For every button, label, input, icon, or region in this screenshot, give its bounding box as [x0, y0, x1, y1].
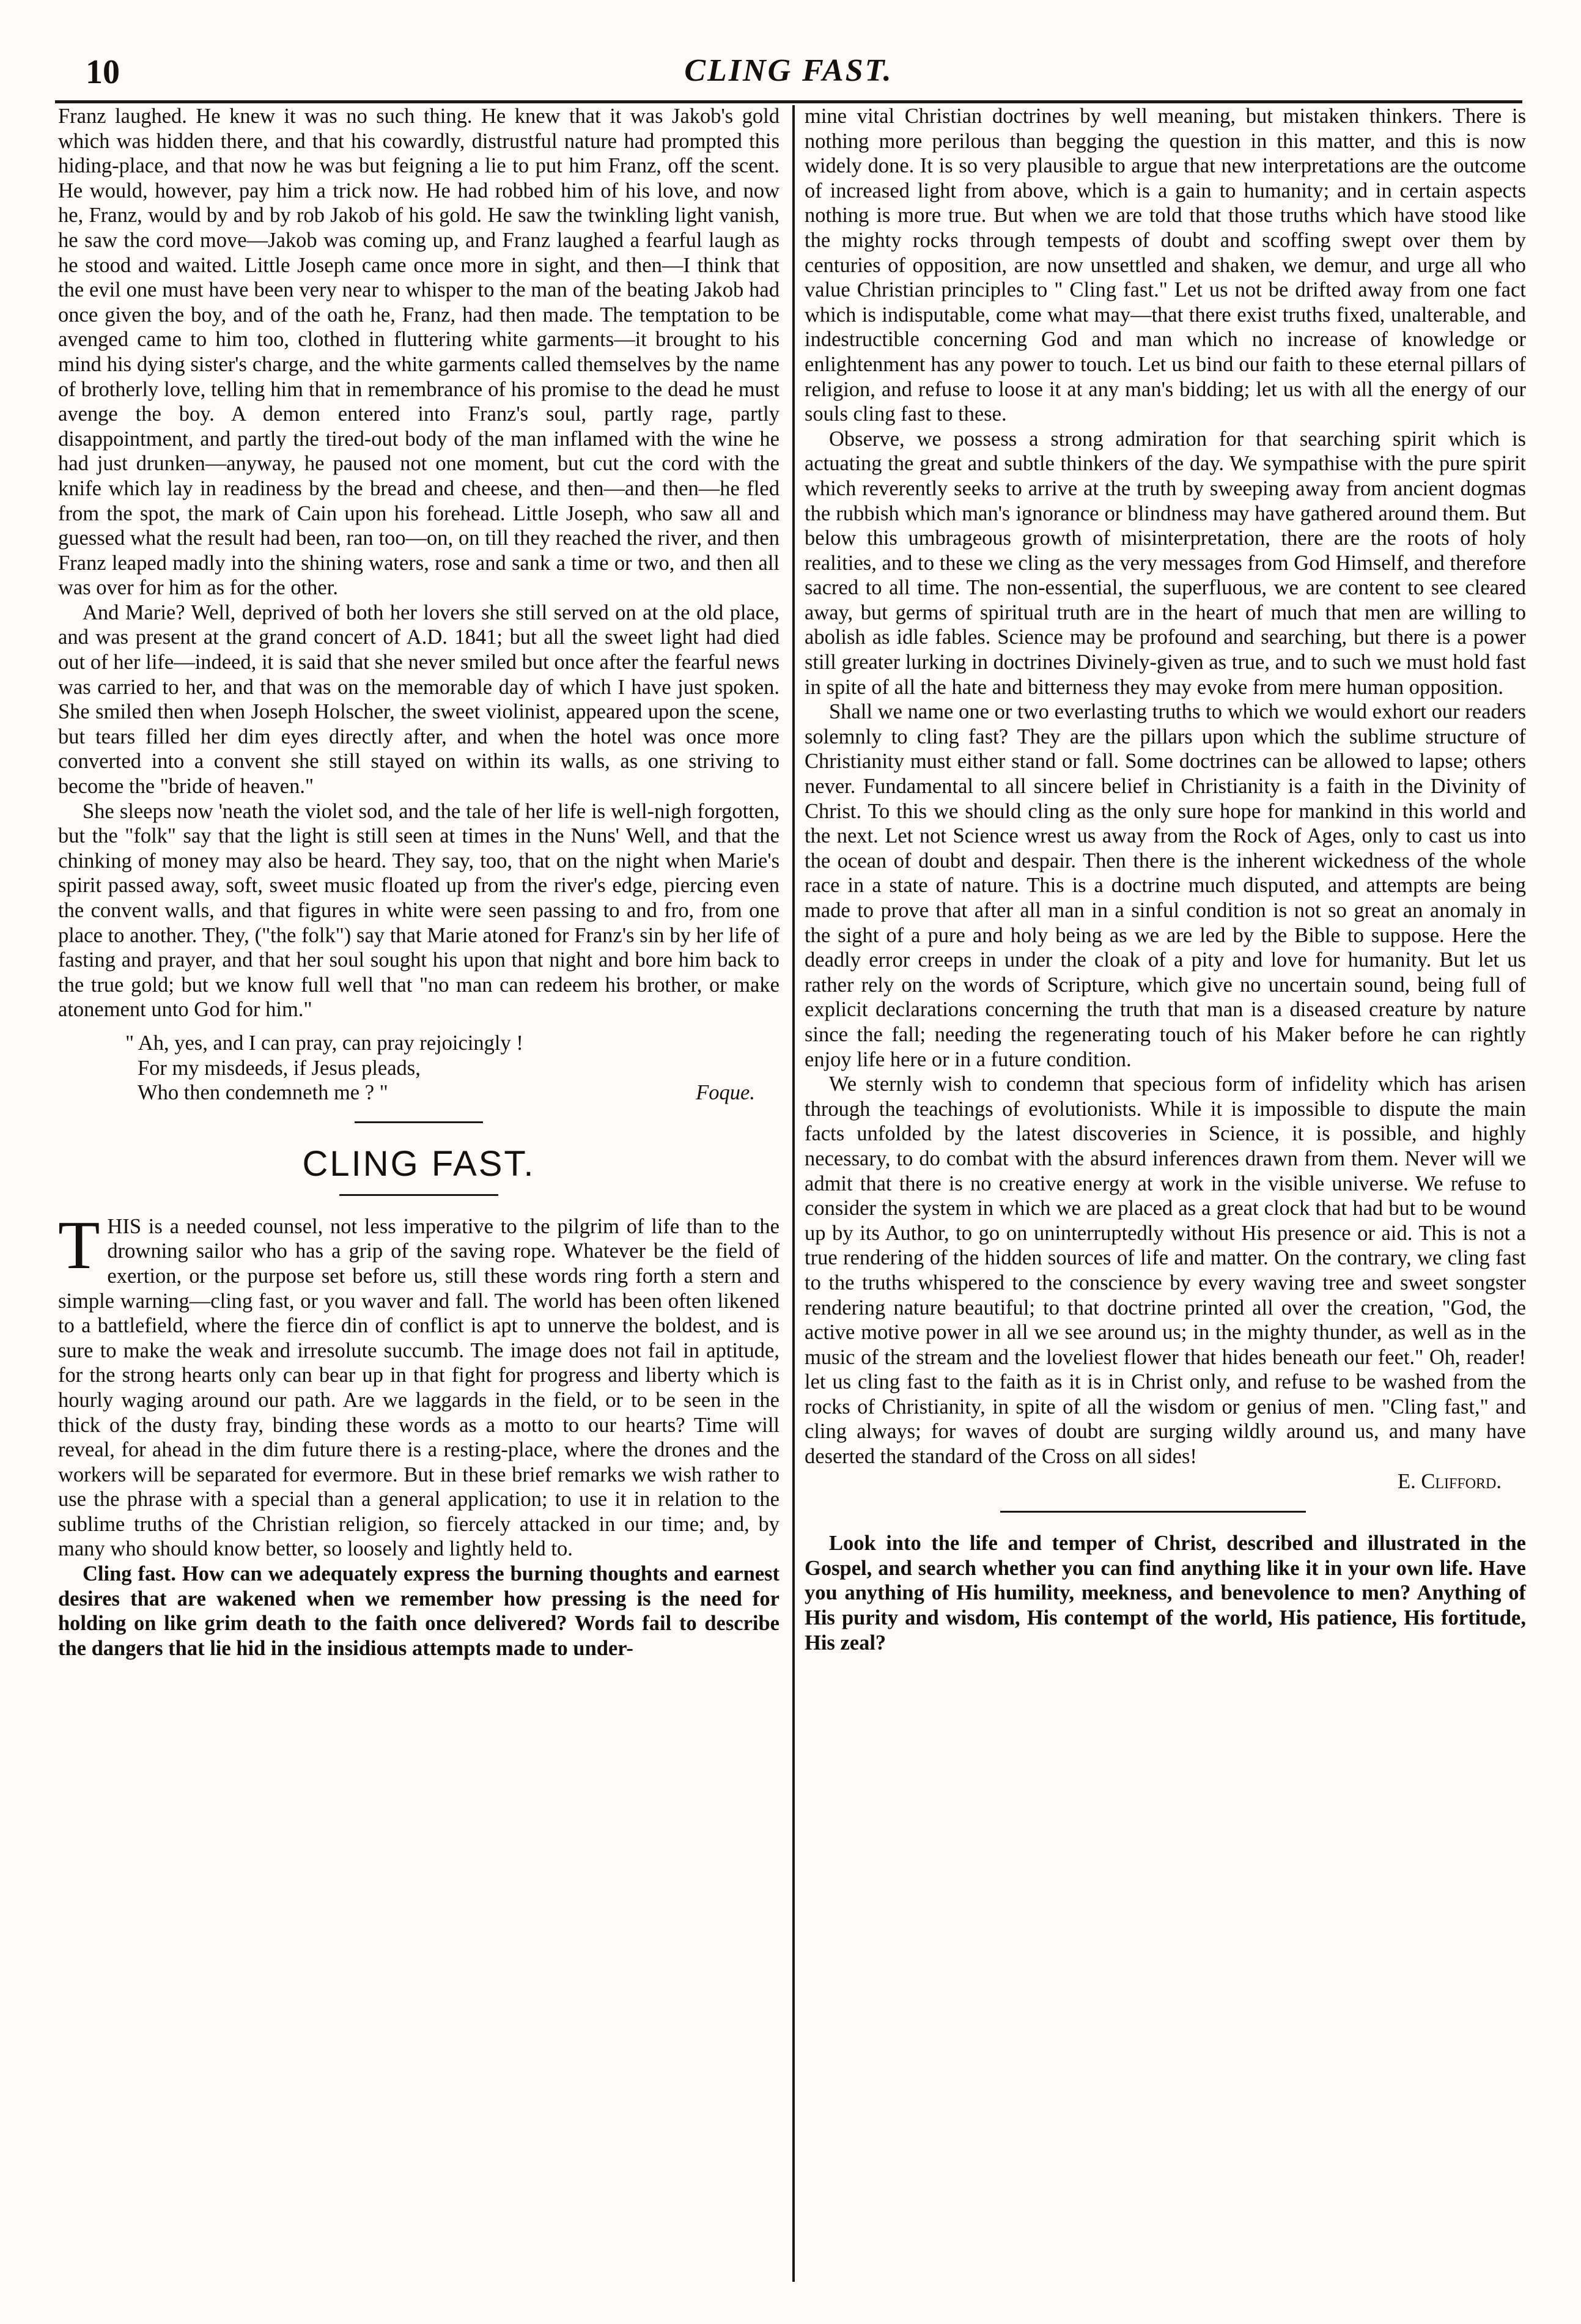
section-rule-top — [355, 1121, 483, 1123]
running-title: CLING FAST. — [684, 53, 893, 88]
article-paragraph-4: Observe, we possess a strong admiration for that searching spirit which is actuating the great and subtle thinkers of the day. We sympathise with the pure spirit which reverently seeks to arrive at the truth by sweeping away from ancient dogmas the rubbish which man's ignorance or blindness may have gathered around them. But below this umbrageous growth of misinterpretation, there are the roots of holy realities, and to these we cling as the very messages from God Himself, and therefore sacred to all time. The non-essential, the superfluous, we are content to see cleared away, but germs of spiritual truth are in the heart of much that men are willing to abolish as idle fables. Science may be profound and searching, but there is a power still greater lurking in doctrines Divinely-given as true, and to such we must hold fast in spite of all the hate and bitterness they may evoke from mere human opposition. — [805, 427, 1526, 699]
left-column — [58, 104, 779, 1661]
right-column — [805, 104, 1526, 1655]
column-divider — [792, 105, 795, 2282]
verse-line-3-text: Who then condemneth me ? " — [138, 1081, 388, 1105]
article-paragraph-1 — [58, 1207, 779, 1562]
verse-line-3 — [125, 1080, 779, 1105]
closing-paragraph: Look into the life and temper of Christ, described and illustrated in the Gospel, and search whether you can find anything like it in your own life. Have you anything of His humility, meekness, and benevolence to men? Anything of His purity and wisdom, His contempt of the world, His patience, His fortitude, His zeal? — [805, 1532, 1526, 1654]
article-paragraph-6: We sternly wish to condemn that specious form of infidelity which has arisen through the teachings of evolutionists. While it is impossible to dispute the main facts unfolded by the latest discoveries in Science, it is possible, and highly necessary, to do combat with the absurd inferences drawn from them. Never will we admit that there is no creative energy at work in the visible universe. We refuse to consider the system in which we are placed as a great clock that had but to be wound up by its Author, to go on uninterruptedly without His presence or aid. This is not a true rendering of the hidden sources of life and matter. On the contrary, we cling fast to the truths whispered to the conscience by every waving tree and sweet songster rendering nature beautiful; to that doctrine printed all over the creation, "God, the active motive power in all we see around us; in the mighty thunder, as well as in the music of the stream and the loveliest flower that hides beneath our feet." Oh, reader! let us cling fast to the faith as it is in Christ only, and refuse to be washed from the rocks of Christianity, in spite of all the wisdom or genius of men. "Cling fast," and cling always; for waves of doubt are surging wildly around us, and many have deserted the standard of the Cross on all sides! — [805, 1072, 1526, 1469]
signature-rule — [1000, 1511, 1306, 1513]
verse-attribution: Foque. — [696, 1081, 755, 1105]
running-head — [55, 53, 1522, 101]
page-number: 10 — [86, 53, 120, 91]
article-title: CLING FAST. — [302, 1143, 536, 1184]
verse-line-1: " Ah, yes, and I can pray, can pray rejoicingly ! — [125, 1031, 523, 1055]
drop-cap: T — [58, 1207, 100, 1283]
story-paragraph-3: She sleeps now 'neath the violet sod, and the tale of her life is well-nigh forgotten, but the "folk" say that the light is still seen at times in the Nuns' Well, and that the chinking of money may also be heard. They say, too, that on the night when Marie's spirit passed away, soft, sweet music floated up from the river's edge, piercing even the convent walls, and that figures in white were seen passing to and fro, from one place to another. They, ("the folk") say that Marie atoned for Franz's sin by her life of fasting and prayer, and that her soul sought his upon that night and bore him back to the true gold; but we know full well that "no man can redeem his brother, or make atonement unto God for him." — [58, 799, 779, 1022]
story-paragraph-1: Franz laughed. He knew it was no such thing. He knew that it was Jakob's gold which was hidden there, and that his cowardly, distrustful nature had prompted this hiding-place, and that now he was but feigning a lie to put him Franz, off the scent. He would, however, pay him a trick now. He had robbed him of his love, and now he, Franz, would by and by rob Jakob of his gold. He saw the twinkling light vanish, he saw the cord move—Jakob was coming up, and Franz laughed a fearful laugh as he stood and waited. Little Joseph came once more in sight, and then—I think that the evil one must have been very near to whisper to the man of the beating Jakob had once given the boy, and of the oath he, Franz, had then made. The temptation to be avenged came to him too, clothed in fluttering white garments—it brought to his mind his dying sister's charge, and the white garments called themselves by the name of brotherly love, telling him that in remembrance of his promise to the dead he must avenge the boy. A demon entered into Franz's soul, partly rage, partly disappointment, and partly the tired-out body of the man inflamed with the wine he had just drunken—anyway, he paused not one moment, but cut the cord with the knife which lay in readiness by the bread and cheese, and then—and then—he fled from the spot, the mark of Cain upon his forehead. Little Joseph, who saw all and guessed what the result had been, ran too—on, on till they reached the river, and then Franz leaped madly into the shining waters, rose and sank a time or two, and then all was over for him as for the other. — [58, 105, 779, 600]
author-signature: E. Clifford. — [1398, 1469, 1502, 1493]
section-rule-bottom — [339, 1194, 498, 1196]
article-paragraph-1-text: HIS is a needed counsel, not less imperative to the pilgrim of life than to the drowning sailor who has a grip of the saving rope. Whatever be the field of exertion, or the purpose set before us, still these words ring forth a stern and simple warning—cling fast, or you waver and fall. The world has been often likened to a battlefield, where the fierce din of conflict is apt to unnerve the boldest, and is sure to make the weak and irresolute succumb. The image does not fail in aptitude, for the strong hearts only can bear up in that fight for progress and liberty which is hourly waging around our path. Are we laggards in the field, or to be seen in the thick of the dusty fray, binding these words as a motto to our hearts? Time will reveal, for ahead in the dim future there is a resting-place, where the drones and the workers will be separated for evermore. But in these brief remarks we wish rather to use the phrase with a special than a general application; to use it in relation to the sublime truths of the Christian religion, so fiercely attacked in our time; and, by many who should know better, so loosely and lightly held to. — [58, 1214, 779, 1561]
article-paragraph-3: mine vital Christian doctrines by well meaning, but mistaken thinkers. There is nothing more perilous than begging the question in this matter, and this is now widely done. It is so very plausible to argue that new interpretations are the outcome of increased light from above, which is a gain to humanity; and in certain aspects nothing is more true. But when we are told that those truths which have stood like the mighty rocks through tempests of doubt and scoffing swept over them by centuries of opposition, are now unsettled and shaken, we demur, and urge all who value Christian principles to " Cling fast." Let us not be drifted away from one fact which is indisputable, come what may—that there exist truths fixed, unalterable, and indestructible concerning God and man which no increase of knowledge or enlightenment has any power to touch. Let us bind our faith to these eternal pillars of religion, and refuse to loose it at any man's bidding; let us with all the energy of our souls cling fast to these. — [805, 105, 1526, 426]
article-paragraph-5: Shall we name one or two everlasting truths to which we would exhort our readers solemnly to cling fast? They are the pillars upon which the sublime structure of Christianity must either stand or fall. Some doctrines can be allowed to lapse; others never. Fundamental to all sincere belief in Christianity is a faith in the Divinity of Christ. To this we should cling as the only sure hope for mankind in this world and the next. Let not Science wrest us away from the Rock of Ages, only to cast us into the ocean of doubt and despair. Then there is the inherent wickedness of the whole race in a state of nature. This is a doctrine much disputed, and attempts are being made to prove that after all man in a sinful condition is not so great an anomaly in the sight of a pure and holy being as we are led by the Bible to suppose. Here the deadly error creeps in under the cloak of a pity and love for humanity. But let us rather rely on the words of Scripture, which give no uncertain sound, being full of explicit declarations concerning the truth that man is a diseased creature by nature since the fall; needing the regenerating touch of his Maker before he can rightly enjoy life here or in a future condition. — [805, 700, 1526, 1071]
verse-line-2: For my misdeeds, if Jesus pleads, — [138, 1056, 421, 1080]
verse-quote — [125, 1031, 779, 1105]
header-rule — [55, 100, 1522, 103]
article-paragraph-2: Cling fast. How can we adequately express the burning thoughts and earnest desires that are wakened when we remember how pressing is the need for holding on like grim death to the faith once delivered? Words fail to describe the dangers that lie hid in the insidious attempts made to under- — [58, 1562, 779, 1660]
story-paragraph-2: And Marie? Well, deprived of both her lovers she still served on at the old place, and was present at the grand concert of A.D. 1841; but all the sweet light had died out of her life—indeed, it is said that she never smiled but once after the fearful news was carried to her, and that was on the memorable day of which I have just spoken. She smiled then when Joseph Holscher, the sweet violinist, appeared upon the scene, but tears filled her dim eyes directly after, and when the hotel was once more converted into a convent she still stayed on within its walls, as one striving to become the "bride of heaven." — [58, 600, 779, 799]
